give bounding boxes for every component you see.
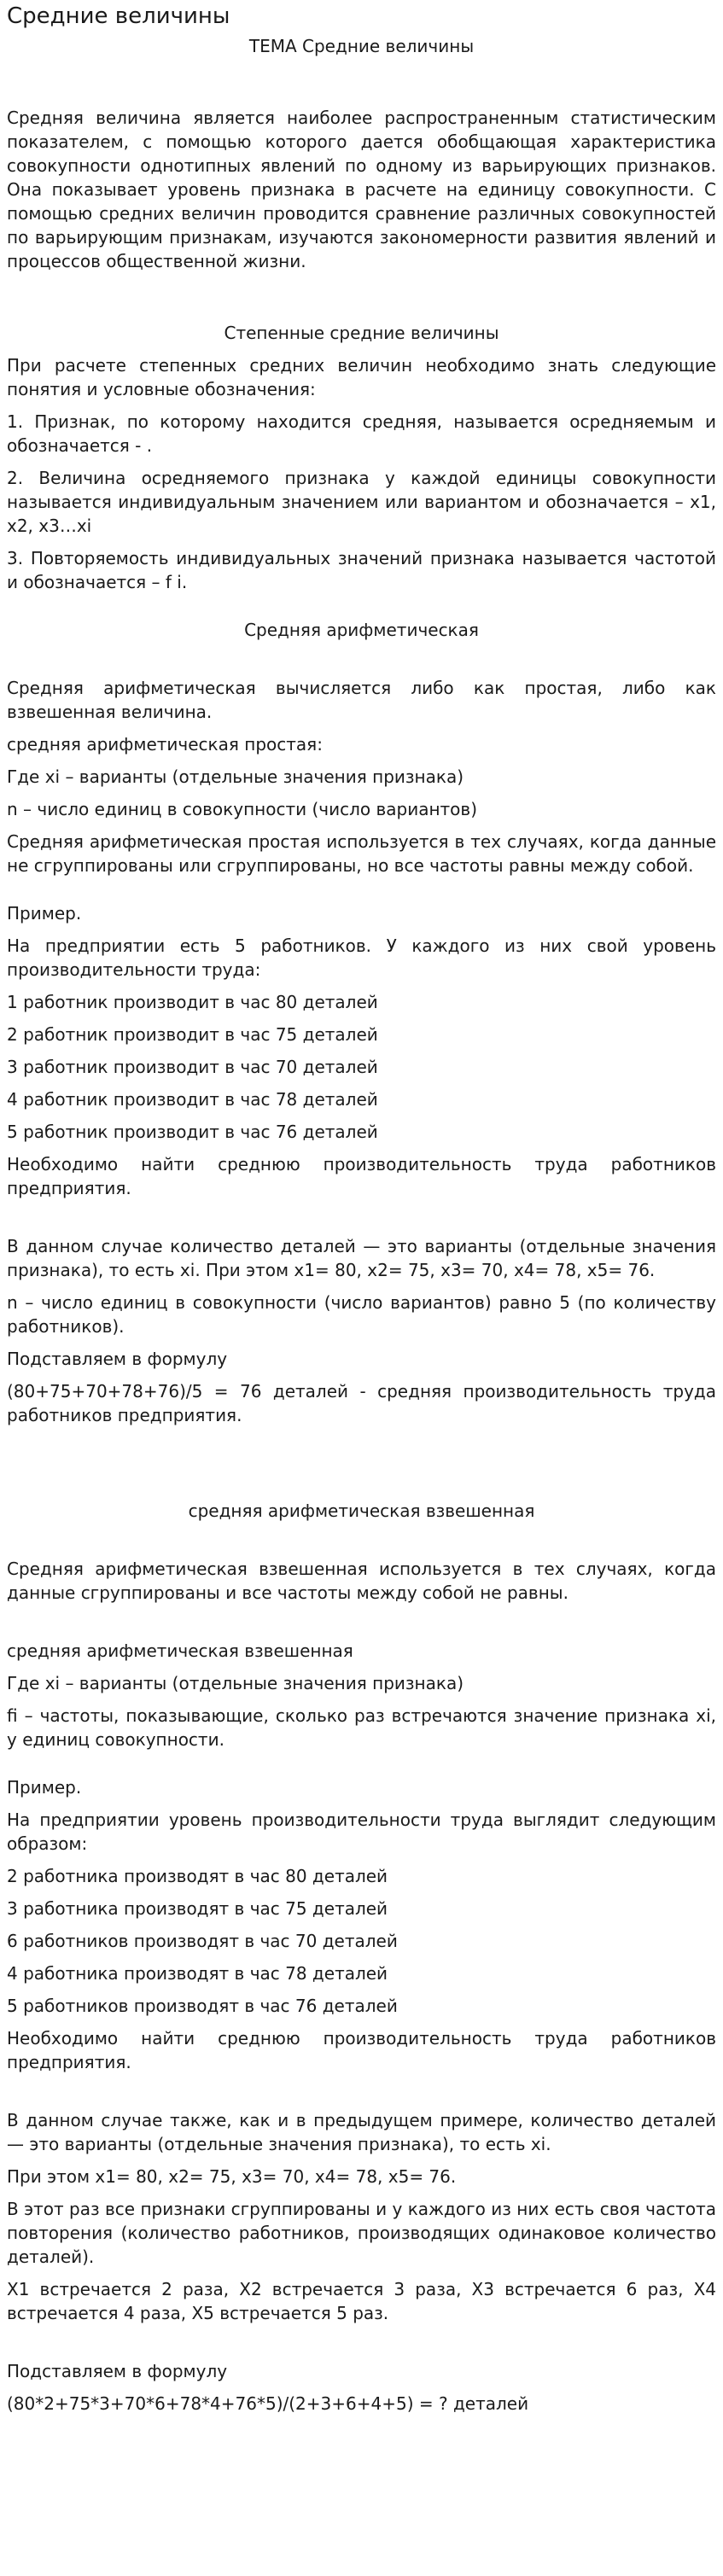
- power-item-2: 2. Величина осредняемого признака у каждой единицы совокупности называется индивидуальным значением или вариантом и обозначается – x1, x2, x3…xi: [7, 468, 716, 536]
- weighted-p4: fi – частоты, показывающие, сколько раз встречаются значение признака xi, у единиц совокупности.: [7, 1705, 716, 1750]
- weighted-calc-2: При этом x1= 80, x2= 75, x3= 70, x4= 78, x5= 76.: [7, 2166, 457, 2187]
- arith-calc-4: (80+75+70+78+76)/5 = 76 деталей - средняя производительность труда работников предприятия.: [7, 1381, 716, 1425]
- arith-worker-5: 5 работник производит в час 76 деталей: [7, 1122, 378, 1142]
- weighted-calc-1: В данном случае также, как и в предыдущем примере, количество деталей — это варианты (отдельные значения признака), то есть xi.: [7, 2110, 716, 2154]
- power-heading: Степенные средние величины: [224, 323, 499, 343]
- document: [0, 2, 723, 2416]
- power-lead: При расчете степенных средних величин необходимо знать следующие понятия и условные обозначения:: [7, 355, 716, 399]
- page-title: Средние величины: [7, 3, 230, 29]
- arith-example-label: Пример.: [7, 903, 82, 924]
- arith-worker-4: 4 работник производит в час 78 деталей: [7, 1089, 378, 1110]
- arith-p4: n – число единиц в совокупности (число вариантов): [7, 799, 477, 819]
- weighted-p3: Где xi – варианты (отдельные значения признака): [7, 1673, 464, 1693]
- weighted-worker-3: 6 работников производят в час 70 деталей: [7, 1931, 398, 1951]
- arith-example-intro: На предприятии есть 5 работников. У каждого из них свой уровень производительности труда:: [7, 935, 716, 980]
- arith-p5: Средняя арифметическая простая используется в тех случаях, когда данные не сгруппированы или сгруппированы, но все частоты равны между собой.: [7, 831, 716, 876]
- weighted-p1: Средняя арифметическая взвешенная используется в тех случаях, когда данные сгруппированы и все частоты между собой не равны.: [7, 1559, 716, 1603]
- weighted-calc-3: В этот раз все признаки сгруппированы и у каждого из них есть своя частота повторения (количество работников, производящих одинаковое количество деталей).: [7, 2199, 716, 2267]
- power-item-1: 1. Признак, по которому находится средняя, называется осредняемым и обозначается - .: [7, 411, 716, 456]
- arith-worker-2: 2 работник производит в час 75 деталей: [7, 1024, 378, 1045]
- weighted-example-intro: На предприятии уровень производительности труда выглядит следующим образом:: [7, 1810, 716, 1854]
- weighted-worker-5: 5 работников производят в час 76 деталей: [7, 1996, 398, 2016]
- arith-p1: Средняя арифметическая вычисляется либо как простая, либо как взвешенная величина.: [7, 678, 716, 722]
- weighted-p2: средняя арифметическая взвешенная: [7, 1641, 353, 1661]
- weighted-calc-5: Подставляем в формулу: [7, 2361, 228, 2381]
- arith-worker-3: 3 работник производит в час 70 деталей: [7, 1057, 378, 1077]
- arith-worker-1: 1 работник производит в час 80 деталей: [7, 992, 378, 1012]
- arith-task: Необходимо найти среднюю производительность труда работников предприятия.: [7, 1154, 716, 1198]
- weighted-worker-4: 4 работника производят в час 78 деталей: [7, 1963, 388, 1984]
- weighted-heading: средняя арифметическая взвешенная: [188, 1501, 535, 1521]
- weighted-task: Необходимо найти среднюю производительность труда работников предприятия.: [7, 2028, 716, 2072]
- arith-calc-3: Подставляем в формулу: [7, 1349, 228, 1369]
- weighted-worker-1: 2 работника производят в час 80 деталей: [7, 1866, 388, 1886]
- arith-p2: средняя арифметическая простая:: [7, 734, 323, 755]
- arith-calc-1: В данном случае количество деталей — это варианты (отдельные значения признака), то есть xi. При этом x1= 80, x2= 75, x3= 70, x4= 78, x5= 76.: [7, 1236, 716, 1280]
- arith-p3: Где xi – варианты (отдельные значения признака): [7, 766, 464, 787]
- weighted-example-label: Пример.: [7, 1777, 82, 1798]
- intro-paragraph: Средняя величина является наиболее распространенным статистическим показателем, с помощью которого дается обобщающая характеристика совокупности однотипных явлений по одному из варьирующих признаков. Она показывает уровень признака в расчете на единицу совокупности. С помощью средних величин проводится сравнение различных совокупностей по варьирующим признакам, изучаются закономерности развития явлений и процессов общественной жизни.: [7, 108, 716, 271]
- arith-heading: Средняя арифметическая: [244, 620, 479, 640]
- weighted-calc-6: (80*2+75*3+70*6+78*4+76*5)/(2+3+6+4+5) = ? деталей: [7, 2393, 529, 2414]
- weighted-calc-4: X1 встречается 2 раза, X2 встречается 3 раза, X3 встречается 6 раз, X4 встречается 4 раза, X5 встречается 5 раз.: [7, 2279, 716, 2323]
- theme-heading: ТЕМА Средние величины: [248, 36, 475, 56]
- weighted-worker-2: 3 работника производят в час 75 деталей: [7, 1898, 388, 1919]
- power-item-3: 3. Повторяемость индивидуальных значений признака называется частотой и обозначается – f i.: [7, 548, 716, 592]
- arith-calc-2: n – число единиц в совокупности (число вариантов) равно 5 (по количеству работников).: [7, 1292, 716, 1337]
